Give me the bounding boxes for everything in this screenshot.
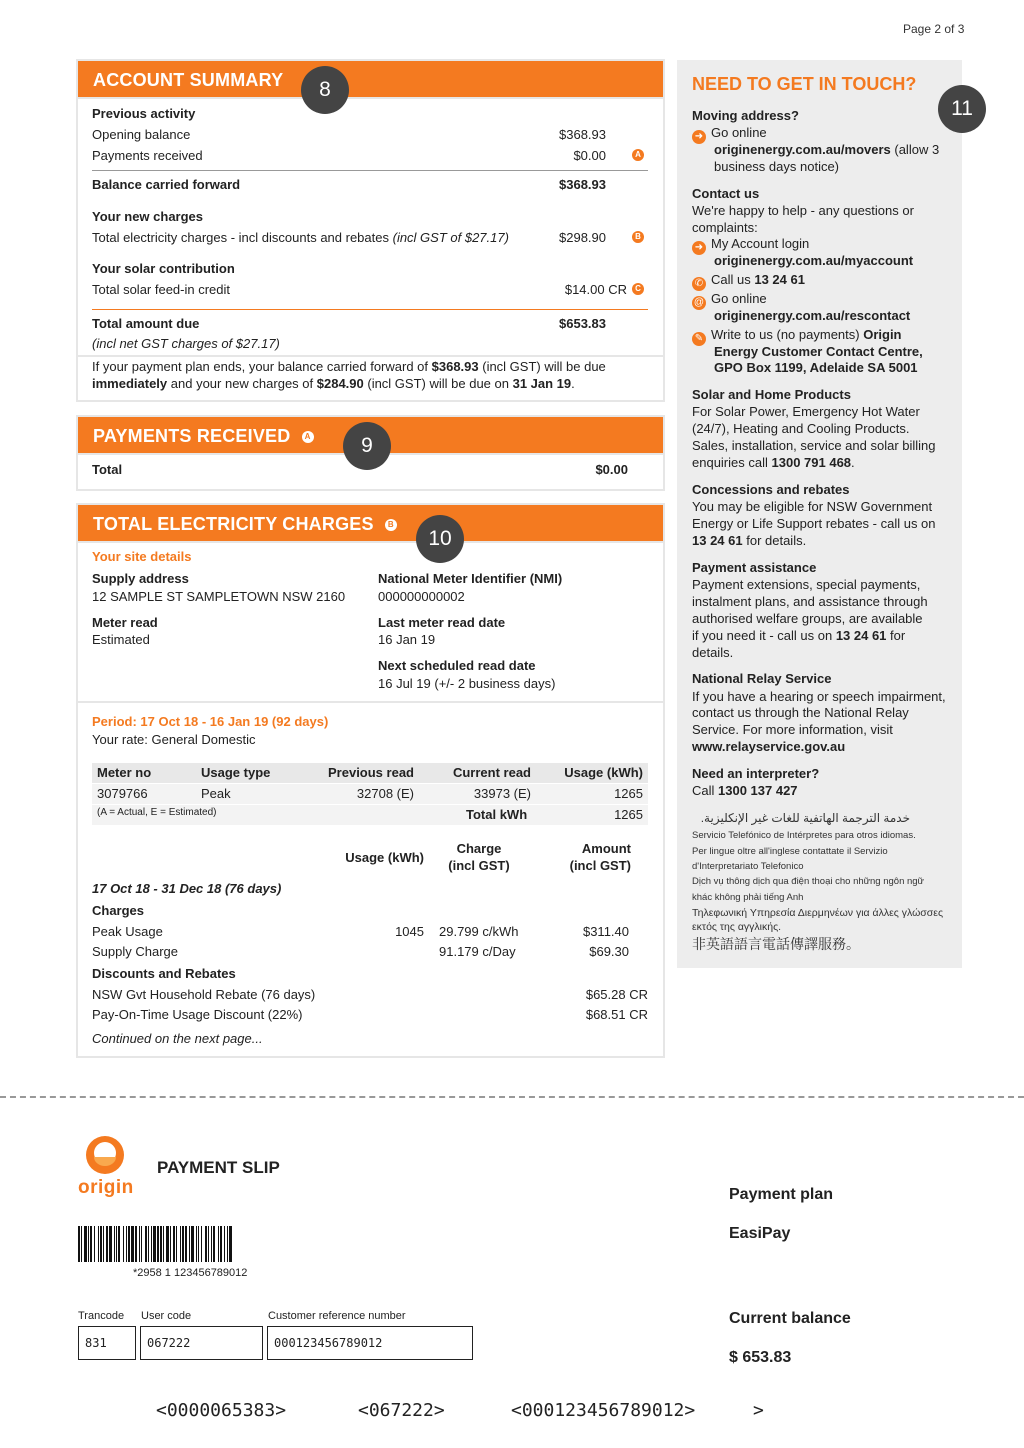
lang-arabic: خدمة الترجمة الهاتفية للغات غير الإنكليزية.: [700, 811, 910, 825]
discounts-heading: Discounts and Rebates: [92, 966, 236, 981]
arrow-right-icon: ➜: [692, 241, 706, 255]
solar-text-4a: enquiries call: [692, 455, 772, 470]
contact-title: NEED TO GET IN TOUCH?: [692, 74, 917, 94]
movers-note-1: (allow 3: [890, 142, 940, 157]
solar-products-heading: Solar and Home Products: [692, 387, 851, 402]
write-origin: Origin: [863, 327, 902, 342]
rate-text: Your rate: General Domestic: [92, 732, 256, 747]
supply-charge-rate: 91.179 c/Day: [439, 944, 516, 959]
meter-col-current-read: Current read: [452, 765, 531, 780]
meter-read-label: Meter read: [92, 615, 158, 630]
divider: [92, 170, 648, 171]
phone-icon: ✆: [692, 277, 706, 291]
assist-text-1: Payment extensions, special payments,: [692, 577, 921, 592]
interpreter-call-text: Call: [692, 783, 719, 798]
relay-text-1: If you have a hearing or speech impairment,: [692, 689, 946, 704]
assist-text-4a: if you need it - call us on: [692, 628, 836, 643]
movers-url[interactable]: originenergy.com.au/movers: [714, 142, 891, 157]
balance-carried-forward-label: Balance carried forward: [92, 177, 241, 192]
note-text-2: (incl GST) will be due: [478, 359, 606, 374]
usage-value: 1265: [614, 786, 643, 801]
my-account-url[interactable]: originenergy.com.au/myaccount: [714, 253, 914, 268]
page-number: Page 2 of 3: [903, 22, 965, 36]
tear-line: [0, 1096, 1024, 1098]
payment-slip-title: PAYMENT SLIP: [157, 1158, 280, 1177]
interpreter-number: 1300 137 427: [718, 783, 798, 798]
badge-b-icon: B: [632, 231, 644, 243]
write-line-3: GPO Box 1199, Adelaide SA 5001: [714, 360, 918, 375]
relay-url[interactable]: www.relayservice.gov.au: [692, 739, 846, 754]
relay-heading: National Relay Service: [692, 671, 832, 686]
call-us-number: 13 24 61: [754, 272, 805, 287]
payment-plan-label: Payment plan: [729, 1186, 834, 1203]
next-read-value: 16 Jul 19 (+/- 2 business days): [378, 676, 556, 691]
solar-end: .: [851, 455, 855, 470]
next-read-label: Next scheduled read date: [378, 658, 536, 673]
electricity-charges-text: Total electricity charges - incl discounts and rebates: [92, 230, 389, 245]
at-icon: @: [693, 297, 705, 308]
rebate-amount: $65.28 CR: [585, 987, 648, 1002]
discount-label: Pay-On-Time Usage Discount (22%): [92, 1007, 303, 1022]
pencil-icon: ✎: [692, 332, 706, 346]
continued-note: Continued on the next page...: [92, 1031, 263, 1046]
supply-address-value: 12 SAMPLE ST SAMPLETOWN NSW 2160: [92, 589, 346, 604]
note-text-1: If your payment plan ends, your balance carried forward of: [92, 359, 432, 374]
write-prefix: Write to us (no payments): [711, 327, 864, 342]
peak-usage-rate: 29.799 c/kWh: [439, 924, 519, 939]
charges-heading: Charges: [92, 903, 145, 918]
meter-no-value: 3079766: [97, 786, 148, 801]
note-text-4: (incl GST) will be due on: [363, 376, 513, 391]
electricity-charges-value: $298.90: [559, 230, 606, 245]
badge-a-icon: A: [302, 431, 314, 443]
nmi-value: 000000000002: [378, 589, 465, 604]
previous-read-value: 32708 (E): [356, 786, 414, 801]
electricity-charges-title: [78, 505, 663, 543]
current-balance-label: Current balance: [729, 1310, 851, 1327]
discount-amount: $68.51 CR: [585, 1007, 648, 1022]
write-line-2: Energy Customer Contact Centre,: [714, 344, 923, 359]
electricity-gst-note: (incl GST of $27.17): [392, 230, 509, 245]
solar-number: 1300 791 468: [771, 455, 852, 470]
total-divider: [92, 309, 648, 310]
movers-link-line: [714, 141, 939, 158]
section-divider: [78, 355, 663, 357]
supply-charge-amount: $69.30: [589, 944, 629, 959]
solar-contribution-heading: Your solar contribution: [92, 261, 235, 276]
lang-spanish: Servicio Telefónico de Intérpretes para otros idiomas.: [692, 830, 916, 841]
sub-period-heading: 17 Oct 18 - 31 Dec 18 (76 days): [92, 881, 282, 896]
period-heading: Period: 17 Oct 18 - 16 Jan 19 (92 days): [92, 714, 329, 729]
barcode-number: *2958 1 123456789012: [133, 1267, 248, 1279]
trancode-field: 831: [78, 1326, 136, 1360]
balance-carried-forward-value: $368.93: [559, 177, 606, 192]
assist-number: 13 24 61: [835, 628, 887, 643]
conc-text-3: [692, 532, 806, 549]
callout-11-badge: 11: [938, 85, 986, 133]
micr-user-code: <067222>: [358, 1400, 445, 1421]
total-due-value: $653.83: [559, 316, 606, 331]
concessions-heading: Concessions and rebates: [692, 482, 850, 497]
trancode-label: Trancode: [78, 1310, 125, 1322]
payment-plan-note-line-1: [92, 359, 606, 374]
estimate-legend: (A = Actual, E = Estimated): [97, 807, 217, 818]
total-kwh-label: Total kWh: [466, 807, 528, 822]
supply-address-label: Supply address: [92, 571, 189, 586]
opening-balance-label: Opening balance: [92, 127, 191, 142]
contact-text-1: We're happy to help - any questions or: [692, 203, 914, 218]
usage-type-value: Peak: [201, 786, 231, 801]
assist-text-3: authorised welfare groups, are available: [692, 611, 923, 626]
lang-vietnamese-2: khác không phải tiếng Anh: [692, 892, 804, 903]
lang-greek-2: εκτός της αγγλικής.: [692, 921, 782, 933]
solar-credit-label: Total solar feed-in credit: [92, 282, 231, 297]
lang-greek-1: Τηλεφωνική Υπηρεσία Διερμηνέων για άλλες γλώσσες: [692, 907, 944, 919]
peak-usage-amount: $311.40: [582, 924, 629, 939]
payments-received-value: $0.00: [573, 148, 606, 163]
conc-number: 13 24 61: [692, 533, 743, 548]
meter-col-usage-type: Usage type: [201, 765, 271, 780]
solar-text-2: (24/7), Heating and Cooling Products.: [692, 421, 910, 436]
account-summary-title: ACCOUNT SUMMARY: [78, 61, 663, 99]
note-immediately: immediately: [92, 376, 168, 391]
contact-heading: Contact us: [692, 186, 760, 201]
electricity-title-text: TOTAL ELECTRICITY CHARGES: [93, 514, 374, 534]
charges-col-charge-1: Charge: [456, 841, 502, 856]
moving-heading: Moving address?: [692, 108, 799, 123]
payments-received-title-text: PAYMENTS RECEIVED: [93, 426, 291, 446]
payment-plan-note-line-2: [92, 376, 575, 391]
total-due-label: Total amount due: [92, 316, 200, 331]
lang-chinese: 非英語語言電話傳譯服務。: [692, 936, 860, 952]
section-divider: [78, 701, 663, 703]
relay-text-3: Service. For more information, visit: [692, 722, 893, 737]
current-read-value: 33973 (E): [473, 786, 531, 801]
crn-field: 000123456789012: [267, 1326, 473, 1360]
lang-vietnamese-1: Dịch vụ thông dịch qua điện thoại cho những ngôn ngữ: [692, 876, 924, 887]
interpreter-heading: Need an interpreter?: [692, 766, 820, 781]
supply-charge-label: Supply Charge: [92, 944, 178, 959]
assist-text-4: [692, 627, 905, 644]
payments-total-label: Total: [92, 462, 123, 477]
note-text-3: and your new charges of: [167, 376, 317, 391]
callout-8-badge: 8: [301, 66, 349, 114]
charges-col-usage: Usage (kWh): [345, 850, 424, 865]
relay-text-2: contact us through the National Relay: [692, 705, 909, 720]
callout-10-badge: 10: [416, 515, 464, 563]
solar-credit-value: $14.00 CR: [564, 282, 627, 297]
badge-a-icon: A: [632, 149, 644, 161]
micr-end: >: [753, 1400, 764, 1421]
meter-read-value: Estimated: [92, 632, 150, 647]
callout-9-badge: 9: [343, 422, 391, 470]
conc-end: for details.: [742, 533, 807, 548]
charges-col-amount-2: (incl GST): [569, 858, 631, 873]
last-read-label: Last meter read date: [378, 615, 506, 630]
call-us-text: Call us: [711, 272, 755, 287]
call-us-line: [692, 271, 805, 291]
payments-total-value: $0.00: [595, 462, 628, 477]
opening-balance-value: $368.93: [559, 127, 606, 142]
arrow-right-icon: ➜: [692, 130, 706, 144]
current-balance-value: $ 653.83: [729, 1349, 792, 1366]
assist-text-4b: for: [886, 628, 906, 643]
note-amount-2: $284.90: [316, 376, 364, 391]
solar-text-4: [692, 454, 855, 471]
crn-label: Customer reference number: [268, 1310, 406, 1322]
nmi-label: National Meter Identifier (NMI): [378, 571, 563, 586]
micr-amount: <0000065383>: [156, 1400, 287, 1421]
conc-text-2: Energy or Life Support rebates - call us on: [692, 516, 936, 531]
go-online-2-text: Go online: [711, 291, 767, 306]
movers-note-2: business days notice): [714, 159, 840, 174]
solar-text-1: For Solar Power, Emergency Hot Water: [692, 404, 920, 419]
solar-text-3: Sales, installation, service and solar billing: [692, 438, 936, 453]
micr-crn: <000123456789012>: [511, 1400, 696, 1421]
payment-plan-value: EasiPay: [729, 1225, 791, 1242]
peak-usage-kwh: 1045: [395, 924, 424, 939]
payments-received-label: Payments received: [92, 148, 203, 163]
assist-text-5: details.: [692, 645, 734, 660]
go-online-text: Go online: [711, 125, 767, 140]
origin-brand-text: origin: [78, 1177, 134, 1198]
assistance-heading: Payment assistance: [692, 560, 817, 575]
meter-col-previous-read: Previous read: [328, 765, 414, 780]
electricity-charges-label: [92, 230, 509, 245]
lang-italian-1: Per lingue oltre all'inglese contattate il Servizio: [692, 846, 888, 857]
interpreter-call: [692, 782, 798, 799]
note-amount-1: $368.93: [431, 359, 479, 374]
lang-italian-2: d'Interpretariato Telefonico: [692, 861, 804, 872]
my-account-text: My Account login: [711, 236, 810, 251]
total-due-gst-note: (incl net GST charges of $27.17): [92, 336, 280, 351]
user-code-field: 067222: [140, 1326, 263, 1360]
contact-text-2: complaints:: [692, 220, 758, 235]
charges-col-charge-2: (incl GST): [448, 858, 510, 873]
peak-usage-label: Peak Usage: [92, 924, 163, 939]
assist-text-2: instalment plans, and assistance through: [692, 594, 928, 609]
note-text-5: .: [571, 376, 575, 391]
total-kwh-value: 1265: [614, 807, 643, 822]
last-read-value: 16 Jan 19: [378, 632, 436, 647]
site-details-heading: Your site details: [92, 549, 192, 564]
new-charges-heading: Your new charges: [92, 209, 204, 224]
user-code-label: User code: [141, 1310, 192, 1322]
badge-c-icon: C: [632, 283, 644, 295]
note-due-date: 31 Jan 19: [512, 376, 572, 391]
conc-text-1: You may be eligible for NSW Government: [692, 499, 933, 514]
barcode: [78, 1226, 340, 1262]
rescontact-url[interactable]: originenergy.com.au/rescontact: [714, 308, 911, 323]
previous-activity-heading: Previous activity: [92, 106, 196, 121]
charges-col-amount-1: Amount: [581, 841, 631, 856]
meter-col-meter-no: Meter no: [97, 765, 152, 780]
rebate-label: NSW Gvt Household Rebate (76 days): [92, 987, 316, 1002]
badge-b-icon: B: [385, 519, 397, 531]
meter-col-usage: Usage (kWh): [564, 765, 643, 780]
